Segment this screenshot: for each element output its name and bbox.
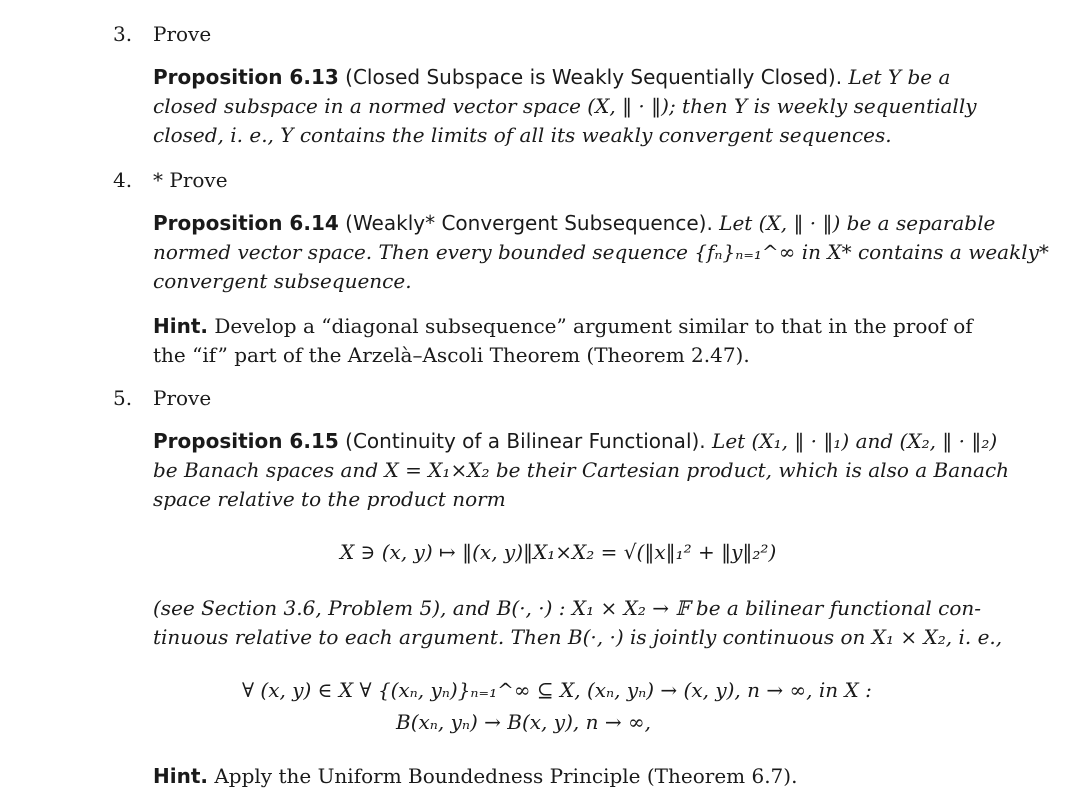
proposition-text: Let (X, ‖ · ‖) be a separable (719, 211, 996, 235)
hint-text: Apply the Uniform Boundedness Principle (Theorem 6.7). (214, 764, 798, 788)
hint-6-15-line-1 (153, 762, 797, 791)
display-equation-joint-continuity-1: ∀ (x, y) ∈ X ∀ {(xₙ, yₙ)}ₙ₌₁^∞ ⊆ X, (xₙ, yₙ) → (x, y), n → ∞, in X : (242, 678, 872, 702)
proposition-6-15-line-1 (153, 427, 998, 456)
proposition-6-15-line-3: space relative to the product norm (153, 487, 506, 511)
hint-text: Develop a “diagonal subsequence” argument similar to that in the proof of (214, 314, 973, 338)
proposition-6-13-line-2: closed subspace in a normed vector space (X, ‖ · ‖); then Y is weekly sequentially (153, 94, 977, 118)
proposition-title: (Closed Subspace is Weakly Sequentially Closed). (345, 65, 843, 89)
proposition-6-14-line-1 (153, 209, 996, 238)
proposition-6-13-line-1 (153, 63, 951, 92)
hint-label: Hint. (153, 764, 208, 788)
proposition-text: Let (X₁, ‖ · ‖₁) and (X₂, ‖ · ‖₂) (712, 429, 998, 453)
proposition-text: Let Y be a (848, 65, 951, 89)
item-number-3: 3. (113, 22, 133, 46)
proposition-6-15-line-2: be Banach spaces and X = X₁×X₂ be their Cartesian product, which is also a Banach (153, 458, 1010, 482)
item-instruction-4: * Prove (153, 168, 228, 192)
display-equation-product-norm: X ∋ (x, y) ↦ ‖(x, y)‖X₁×X₂ = √(‖x‖₁² + ‖y‖₂²) (340, 540, 777, 564)
proposition-label: Proposition 6.13 (153, 65, 339, 89)
proposition-6-15-after-line-1: (see Section 3.6, Problem 5), and B(·, ·) : X₁ × X₂ → 𝔽 be a bilinear functional con- (153, 596, 981, 620)
proposition-6-14-line-2: normed vector space. Then every bounded sequence {fₙ}ₙ₌₁^∞ in X* contains a weakly* (153, 240, 1049, 264)
proposition-6-13-line-3: closed, i. e., Y contains the limits of all its weakly convergent sequences. (153, 123, 892, 147)
proposition-6-14-line-3: convergent subsequence. (153, 269, 412, 293)
proposition-title: (Weakly* Convergent Subsequence). (345, 211, 713, 235)
item-instruction-5: Prove (153, 386, 212, 410)
display-equation-joint-continuity-2: B(xₙ, yₙ) → B(x, y), n → ∞, (396, 710, 651, 734)
proposition-label: Proposition 6.15 (153, 429, 339, 453)
proposition-title: (Continuity of a Bilinear Functional). (345, 429, 706, 453)
item-instruction-3: Prove (153, 22, 212, 46)
hint-6-14-line-1 (153, 312, 973, 341)
item-number-4: 4. (113, 168, 133, 192)
item-number-5: 5. (113, 386, 133, 410)
proposition-6-15-after-line-2: tinuous relative to each argument. Then B(·, ·) is jointly continuous on X₁ × X₂, i. e., (153, 625, 1003, 649)
hint-label: Hint. (153, 314, 208, 338)
hint-6-14-line-2: the “if” part of the Arzelà–Ascoli Theorem (Theorem 2.47). (153, 343, 750, 367)
proposition-label: Proposition 6.14 (153, 211, 339, 235)
